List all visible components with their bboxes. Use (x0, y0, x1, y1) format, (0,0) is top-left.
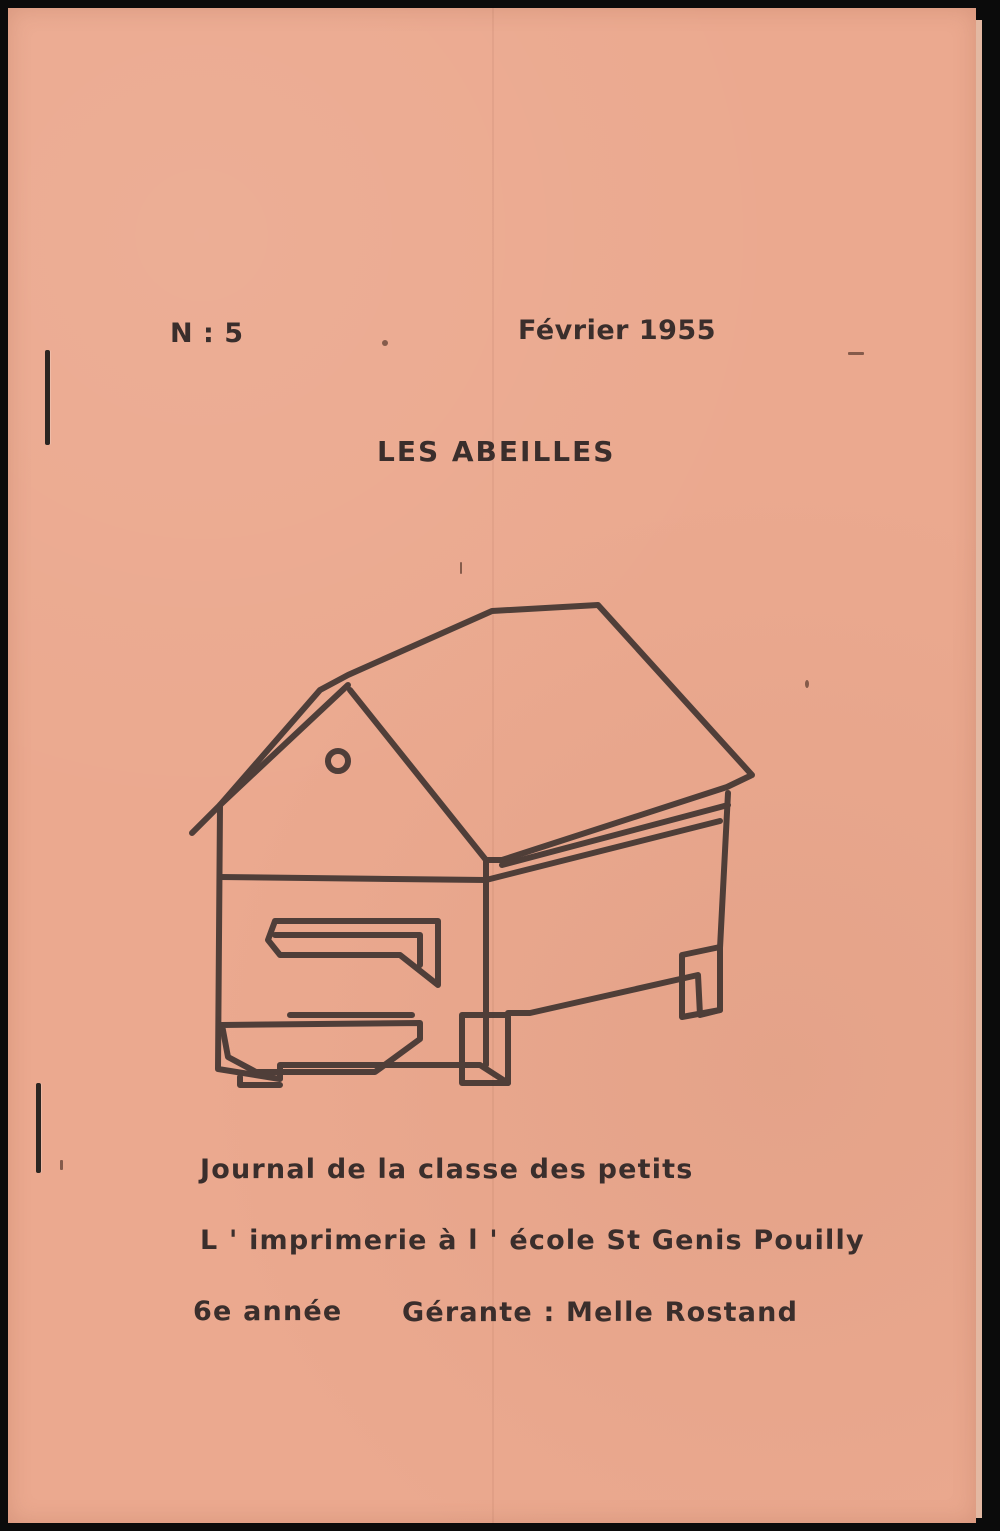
paper-speck (805, 680, 809, 688)
subtitle-class-journal: Journal de la classe des petits (200, 1154, 694, 1185)
subtitle-school-press: L ' imprimerie à l ' école St Genis Pouilly (200, 1225, 865, 1256)
paper-speck (848, 352, 864, 355)
manager-label: Gérante : Melle Rostand (402, 1297, 799, 1328)
issue-date: Février 1955 (518, 315, 717, 346)
staple-bottom (36, 1083, 41, 1173)
paper-speck (382, 340, 388, 346)
staple-top (45, 350, 50, 445)
beehive-icon (180, 595, 770, 1105)
journal-title: LES ABEILLES (377, 435, 616, 468)
year-label: 6e année (193, 1296, 343, 1327)
paper-speck (460, 562, 462, 574)
paper-speck (60, 1160, 63, 1170)
issue-number: N : 5 (170, 318, 244, 349)
